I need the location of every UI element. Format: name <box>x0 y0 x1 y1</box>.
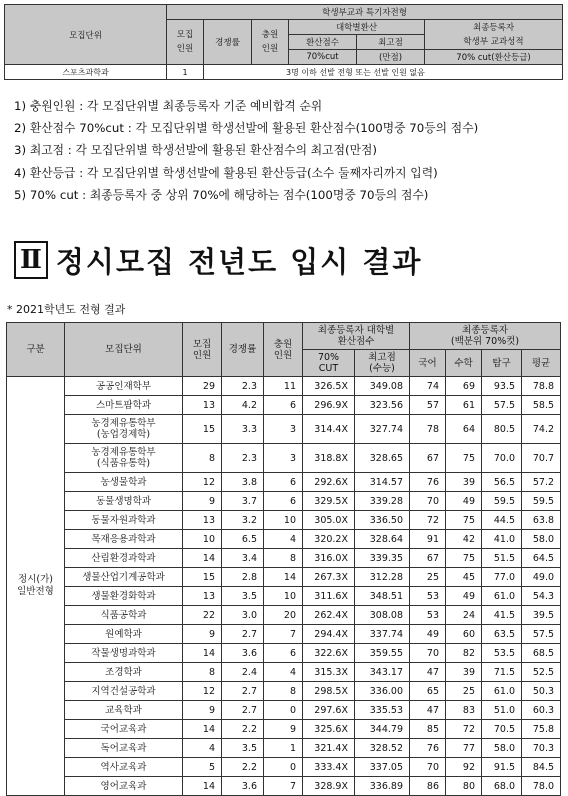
cell-highest: 344.79 <box>355 720 410 739</box>
cell-korean: 57 <box>410 396 446 415</box>
cell-explore: 61.0 <box>482 587 522 606</box>
cell-math: 69 <box>446 377 482 396</box>
cell-competition: 3.7 <box>222 492 264 511</box>
cell-korean: 86 <box>410 777 446 796</box>
cell-competition: 4.2 <box>222 396 264 415</box>
t2-header-math: 수학 <box>446 350 482 377</box>
cell-recruit: 8 <box>183 663 222 682</box>
cell-math: 75 <box>446 549 482 568</box>
cell-highest: 323.56 <box>355 396 410 415</box>
cell-math: 80 <box>446 777 482 796</box>
cell-cut70: 267.3X <box>303 568 355 587</box>
t1-header-recruit: 모집 인원 <box>167 20 204 65</box>
cell-explore: 77.0 <box>482 568 522 587</box>
table-row <box>7 720 561 739</box>
cell-competition: 2.7 <box>222 682 264 701</box>
t1-header-converted-score: 환산점수 <box>289 35 357 50</box>
cell-math: 82 <box>446 644 482 663</box>
cell-competition: 2.3 <box>222 377 264 396</box>
cell-cut70: 316.0X <box>303 549 355 568</box>
t2-header-cut70: 70% CUT <box>303 350 355 377</box>
cell-korean: 85 <box>410 720 446 739</box>
t1-header-highest-note: (만점) <box>357 50 425 65</box>
cell-unit: 식품공학과 <box>65 606 183 625</box>
cell-explore: 61.0 <box>482 682 522 701</box>
cell-explore: 56.5 <box>482 473 522 492</box>
table-row <box>7 644 561 663</box>
cell-unit: 작물생명과학과 <box>65 644 183 663</box>
cell-avg: 57.2 <box>522 473 561 492</box>
cell-math: 49 <box>446 492 482 511</box>
cell-unit: 농경제유통학부 (식품유통학) <box>65 444 183 473</box>
cell-explore: 41.0 <box>482 530 522 549</box>
cell-additional: 1 <box>264 739 303 758</box>
table-row <box>7 511 561 530</box>
cell-recruit: 15 <box>183 415 222 444</box>
cell-korean: 47 <box>410 663 446 682</box>
cell-explore: 51.0 <box>482 701 522 720</box>
cell-avg: 60.3 <box>522 701 561 720</box>
cell-highest: 314.57 <box>355 473 410 492</box>
cell-avg: 75.8 <box>522 720 561 739</box>
cell-avg: 64.5 <box>522 549 561 568</box>
cell-additional: 3 <box>264 444 303 473</box>
cell-cut70: 328.9X <box>303 777 355 796</box>
table-row <box>7 739 561 758</box>
cell-math: 61 <box>446 396 482 415</box>
t1-header-unit: 모집단위 <box>5 5 167 65</box>
cell-competition: 2.2 <box>222 758 264 777</box>
cell-highest: 339.28 <box>355 492 410 511</box>
cell-recruit: 12 <box>183 682 222 701</box>
cell-recruit: 14 <box>183 720 222 739</box>
notes-list <box>14 95 478 206</box>
table-row <box>7 777 561 796</box>
cell-avg: 58.0 <box>522 530 561 549</box>
cell-highest: 328.64 <box>355 530 410 549</box>
cell-explore: 51.5 <box>482 549 522 568</box>
cell-unit: 공공인재학부 <box>65 377 183 396</box>
t1-header-highest: 최고점 <box>357 35 425 50</box>
cell-highest: 359.55 <box>355 644 410 663</box>
cell-additional: 6 <box>264 644 303 663</box>
cell-avg: 78.0 <box>522 777 561 796</box>
cell-explore: 80.5 <box>482 415 522 444</box>
t2-header-category: 구분 <box>7 323 65 377</box>
cell-math: 83 <box>446 701 482 720</box>
cell-avg: 84.5 <box>522 758 561 777</box>
cell-highest: 336.50 <box>355 511 410 530</box>
t2-header-korean: 국어 <box>410 350 446 377</box>
cell-avg: 74.2 <box>522 415 561 444</box>
cell-unit: 동물생명학과 <box>65 492 183 511</box>
cell-explore: 63.5 <box>482 625 522 644</box>
note-item: 4) 환산등급 : 각 모집단위별 학생선발에 활용된 환산등급(소수 둘째자리까지 입력) <box>14 165 438 180</box>
t2-header-additional: 충원 인원 <box>264 323 303 377</box>
cell-additional: 0 <box>264 758 303 777</box>
cell-unit: 교육학과 <box>65 701 183 720</box>
cell-competition: 3.3 <box>222 415 264 444</box>
cell-competition: 6.5 <box>222 530 264 549</box>
cell-highest: 337.74 <box>355 625 410 644</box>
t1-row-recruit: 1 <box>167 65 204 80</box>
note-item: 3) 최고점 : 각 모집단위별 학생선발에 활용된 환산점수의 최고점(만점) <box>14 143 377 158</box>
cell-highest: 328.52 <box>355 739 410 758</box>
cell-additional: 14 <box>264 568 303 587</box>
table-row <box>7 549 561 568</box>
cell-cut70: 326.5X <box>303 377 355 396</box>
cell-unit: 조경학과 <box>65 663 183 682</box>
table-row <box>7 396 561 415</box>
cell-highest: 328.65 <box>355 444 410 473</box>
cell-cut70: 311.6X <box>303 587 355 606</box>
table-row <box>7 701 561 720</box>
cell-recruit: 14 <box>183 777 222 796</box>
cell-highest: 337.05 <box>355 758 410 777</box>
cell-recruit: 13 <box>183 587 222 606</box>
cell-unit: 독어교육과 <box>65 739 183 758</box>
cell-unit: 생물환경화학과 <box>65 587 183 606</box>
cell-avg: 63.8 <box>522 511 561 530</box>
cell-highest: 349.08 <box>355 377 410 396</box>
cell-math: 39 <box>446 663 482 682</box>
t1-header-additional: 충원 인원 <box>252 20 289 65</box>
cell-competition: 3.0 <box>222 606 264 625</box>
cell-cut70: 329.5X <box>303 492 355 511</box>
cell-avg: 54.3 <box>522 587 561 606</box>
cell-cut70: 333.4X <box>303 758 355 777</box>
cell-recruit: 12 <box>183 473 222 492</box>
cell-korean: 47 <box>410 701 446 720</box>
cell-competition: 3.4 <box>222 549 264 568</box>
note-item: 1) 충원인원 : 각 모집단위별 최종등록자 기준 예비합격 순위 <box>14 99 323 113</box>
cell-unit: 생물산업기계공학과 <box>65 568 183 587</box>
cell-explore: 93.5 <box>482 377 522 396</box>
section-title: 정시모집 전년도 입시 결과 <box>55 244 423 279</box>
cell-recruit: 22 <box>183 606 222 625</box>
cell-cut70: 305.0X <box>303 511 355 530</box>
cell-korean: 53 <box>410 587 446 606</box>
cell-additional: 10 <box>264 511 303 530</box>
cell-korean: 76 <box>410 739 446 758</box>
cell-korean: 70 <box>410 492 446 511</box>
cell-additional: 4 <box>264 663 303 682</box>
cell-competition: 3.5 <box>222 587 264 606</box>
table-row <box>7 758 561 777</box>
cell-avg: 70.3 <box>522 739 561 758</box>
cell-recruit: 9 <box>183 701 222 720</box>
cell-avg: 50.3 <box>522 682 561 701</box>
cell-highest: 336.89 <box>355 777 410 796</box>
cell-competition: 3.6 <box>222 777 264 796</box>
t2-header-recruit: 모집 인원 <box>183 323 222 377</box>
cell-highest: 348.51 <box>355 587 410 606</box>
t1-header-converted: 대학별환산 <box>289 20 425 35</box>
cell-highest: 312.28 <box>355 568 410 587</box>
table-subtitle: * 2021학년도 전형 결과 <box>7 303 126 316</box>
table-row <box>7 606 561 625</box>
t1-row-unit: 스포츠과학과 <box>5 65 167 80</box>
cell-recruit: 14 <box>183 644 222 663</box>
t1-grade-label: 학생부 교과성적 <box>463 36 524 47</box>
section-number: Ⅱ <box>14 241 48 279</box>
cell-highest: 343.17 <box>355 663 410 682</box>
regular-admission-results-table <box>6 322 561 796</box>
table-row <box>7 568 561 587</box>
cell-highest: 339.35 <box>355 549 410 568</box>
cell-additional: 6 <box>264 396 303 415</box>
cell-korean: 78 <box>410 415 446 444</box>
cell-additional: 0 <box>264 701 303 720</box>
cell-highest: 335.53 <box>355 701 410 720</box>
cell-math: 75 <box>446 444 482 473</box>
cell-avg: 58.5 <box>522 396 561 415</box>
cell-avg: 70.7 <box>522 444 561 473</box>
cell-additional: 8 <box>264 549 303 568</box>
cell-avg: 39.5 <box>522 606 561 625</box>
cell-math: 75 <box>446 511 482 530</box>
cell-avg: 59.5 <box>522 492 561 511</box>
special-admission-table <box>4 4 563 80</box>
t2-body <box>7 377 561 796</box>
table-row <box>7 530 561 549</box>
cell-explore: 44.5 <box>482 511 522 530</box>
cell-competition: 2.7 <box>222 701 264 720</box>
note-item: 2) 환산점수 70%cut : 각 모집단위별 학생선발에 활용된 환산점수(100명중 70등의 점수) <box>14 121 479 136</box>
cell-korean: 70 <box>410 758 446 777</box>
cell-cut70: 314.4X <box>303 415 355 444</box>
table-row <box>7 682 561 701</box>
t1-header-grade-cut: 70% cut(환산등급) <box>425 50 563 65</box>
section-heading <box>14 240 422 280</box>
cell-explore: 70.0 <box>482 444 522 473</box>
cell-recruit: 13 <box>183 396 222 415</box>
cell-recruit: 4 <box>183 739 222 758</box>
cell-unit: 국어교육과 <box>65 720 183 739</box>
cell-math: 42 <box>446 530 482 549</box>
t2-header-pct-group: 최종등록자 (백분위 70%컷) <box>410 323 561 350</box>
cell-cut70: 294.4X <box>303 625 355 644</box>
cell-korean: 25 <box>410 568 446 587</box>
cell-additional: 11 <box>264 377 303 396</box>
cell-unit: 역사교육과 <box>65 758 183 777</box>
table-row <box>7 625 561 644</box>
cell-recruit: 8 <box>183 444 222 473</box>
t2-header-explore: 탐구 <box>482 350 522 377</box>
cell-cut70: 296.9X <box>303 396 355 415</box>
cell-recruit: 13 <box>183 511 222 530</box>
t1-header-final <box>425 20 563 50</box>
cell-explore: 70.5 <box>482 720 522 739</box>
cell-additional: 10 <box>264 587 303 606</box>
cell-avg: 78.8 <box>522 377 561 396</box>
t1-final-label: 최종등록자 <box>472 22 515 33</box>
cell-korean: 49 <box>410 625 446 644</box>
t2-header-avg: 평균 <box>522 350 561 377</box>
note-item: 5) 70% cut : 최종등록자 중 상위 70%에 해당하는 점수(100명중 70등의 점수) <box>14 187 429 202</box>
cell-korean: 67 <box>410 549 446 568</box>
cell-unit: 지역건설공학과 <box>65 682 183 701</box>
cell-explore: 57.5 <box>482 396 522 415</box>
cell-explore: 59.5 <box>482 492 522 511</box>
cell-math: 77 <box>446 739 482 758</box>
cell-math: 49 <box>446 587 482 606</box>
cell-competition: 3.6 <box>222 644 264 663</box>
cell-recruit: 10 <box>183 530 222 549</box>
cell-avg: 52.5 <box>522 663 561 682</box>
cell-unit: 산림환경과학과 <box>65 549 183 568</box>
cell-recruit: 15 <box>183 568 222 587</box>
cell-cut70: 320.2X <box>303 530 355 549</box>
cell-additional: 7 <box>264 777 303 796</box>
cell-korean: 76 <box>410 473 446 492</box>
cell-highest: 308.08 <box>355 606 410 625</box>
cell-cut70: 292.6X <box>303 473 355 492</box>
cell-competition: 2.8 <box>222 568 264 587</box>
cell-math: 72 <box>446 720 482 739</box>
t1-header-competition: 경쟁률 <box>204 20 252 65</box>
cell-highest: 327.74 <box>355 415 410 444</box>
cell-additional: 8 <box>264 682 303 701</box>
cell-explore: 68.0 <box>482 777 522 796</box>
cell-math: 92 <box>446 758 482 777</box>
table-row <box>7 587 561 606</box>
cell-competition: 2.3 <box>222 444 264 473</box>
table-row <box>7 415 561 444</box>
cell-unit: 스마트팜학과 <box>65 396 183 415</box>
cell-additional: 20 <box>264 606 303 625</box>
t2-header-competition: 경쟁률 <box>222 323 264 377</box>
cell-unit: 농생물학과 <box>65 473 183 492</box>
cell-korean: 72 <box>410 511 446 530</box>
cell-explore: 71.5 <box>482 663 522 682</box>
cell-unit: 영어교육과 <box>65 777 183 796</box>
t1-header-cut70: 70%cut <box>289 50 357 65</box>
t1-row-note: 3명 이하 선발 전형 또는 선발 인원 없음 <box>204 65 563 80</box>
cell-cut70: 321.4X <box>303 739 355 758</box>
cell-korean: 91 <box>410 530 446 549</box>
cell-recruit: 9 <box>183 625 222 644</box>
cell-unit: 동물자원과학과 <box>65 511 183 530</box>
cell-recruit: 29 <box>183 377 222 396</box>
cell-cut70: 318.8X <box>303 444 355 473</box>
cell-additional: 6 <box>264 473 303 492</box>
cell-korean: 65 <box>410 682 446 701</box>
cell-recruit: 5 <box>183 758 222 777</box>
t2-header-unit: 모집단위 <box>65 323 183 377</box>
cell-korean: 67 <box>410 444 446 473</box>
cell-explore: 41.5 <box>482 606 522 625</box>
cell-avg: 68.5 <box>522 644 561 663</box>
cell-unit: 농경제유통학부 (농업경제학) <box>65 415 183 444</box>
t2-header-converted-group: 최종등록자 대학별 환산점수 <box>303 323 410 350</box>
cell-korean: 70 <box>410 644 446 663</box>
cell-competition: 2.7 <box>222 625 264 644</box>
cell-additional: 3 <box>264 415 303 444</box>
cell-math: 45 <box>446 568 482 587</box>
cell-math: 64 <box>446 415 482 444</box>
cell-explore: 53.5 <box>482 644 522 663</box>
cell-korean: 53 <box>410 606 446 625</box>
cell-competition: 3.8 <box>222 473 264 492</box>
cell-additional: 4 <box>264 530 303 549</box>
cell-math: 25 <box>446 682 482 701</box>
cell-competition: 3.5 <box>222 739 264 758</box>
cell-korean: 74 <box>410 377 446 396</box>
cell-additional: 9 <box>264 720 303 739</box>
table-row <box>7 473 561 492</box>
cell-highest: 336.00 <box>355 682 410 701</box>
cell-additional: 7 <box>264 625 303 644</box>
t1-header-group: 학생부교과 특기자전형 <box>167 5 563 20</box>
cell-avg: 49.0 <box>522 568 561 587</box>
table-row <box>7 492 561 511</box>
cell-cut70: 315.3X <box>303 663 355 682</box>
group-label: 정시(가) 일반전형 <box>7 377 65 796</box>
table-row <box>7 377 561 396</box>
cell-math: 24 <box>446 606 482 625</box>
table-row <box>7 663 561 682</box>
cell-recruit: 9 <box>183 492 222 511</box>
cell-additional: 6 <box>264 492 303 511</box>
cell-math: 60 <box>446 625 482 644</box>
t2-header-highest: 최고점 (수능) <box>355 350 410 377</box>
cell-cut70: 298.5X <box>303 682 355 701</box>
cell-competition: 2.4 <box>222 663 264 682</box>
cell-recruit: 14 <box>183 549 222 568</box>
table-row <box>7 444 561 473</box>
cell-unit: 원예학과 <box>65 625 183 644</box>
cell-math: 39 <box>446 473 482 492</box>
cell-unit: 목재응용과학과 <box>65 530 183 549</box>
cell-avg: 57.5 <box>522 625 561 644</box>
cell-explore: 58.0 <box>482 739 522 758</box>
cell-competition: 2.2 <box>222 720 264 739</box>
cell-cut70: 297.6X <box>303 701 355 720</box>
cell-cut70: 262.4X <box>303 606 355 625</box>
cell-cut70: 322.6X <box>303 644 355 663</box>
cell-competition: 3.2 <box>222 511 264 530</box>
cell-explore: 91.5 <box>482 758 522 777</box>
cell-cut70: 325.6X <box>303 720 355 739</box>
